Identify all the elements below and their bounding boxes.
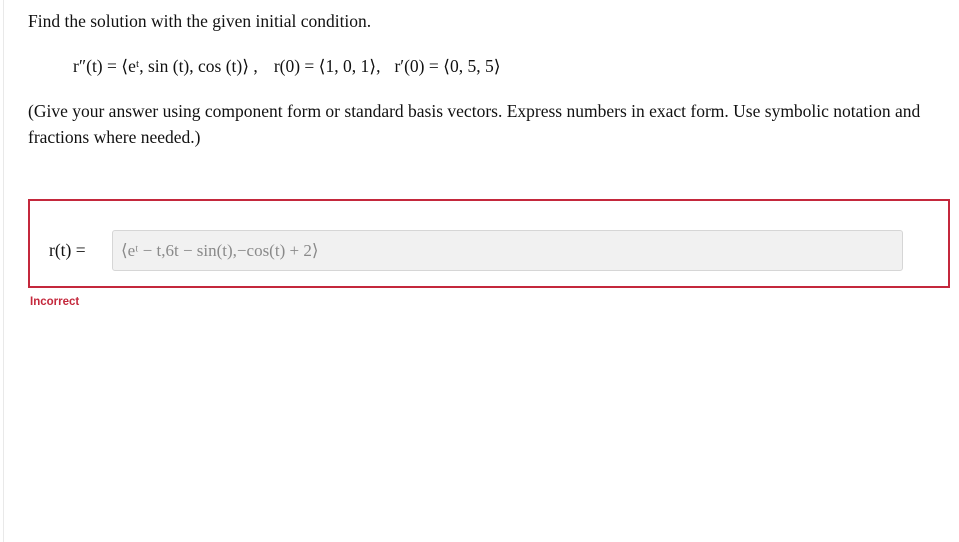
answer-input-value: ⟨eᵗ − t,6t − sin(t),−cos(t) + 2⟩ (121, 241, 319, 260)
answer-input[interactable] (112, 230, 903, 271)
given-equation (73, 54, 501, 78)
answer-instructions: (Give your answer using component form or standard basis vectors. Express numbers in exact form. Use symbolic notation and fractions where needed.) (28, 101, 921, 147)
initial-velocity-condition: r′(0) = ⟨0, 5, 5⟩ (394, 56, 501, 76)
answer-container (28, 199, 950, 288)
second-derivative-equation: r″(t) = ⟨eᵗ, sin (t), cos (t)⟩ , (73, 56, 258, 76)
incorrect-feedback: Incorrect (30, 296, 80, 308)
question-prompt: Find the solution with the given initial condition. (28, 11, 372, 31)
initial-position-condition: r(0) = ⟨1, 0, 1⟩, (273, 56, 381, 76)
page-left-border (3, 0, 4, 542)
answer-label: r(t) = (49, 240, 86, 260)
